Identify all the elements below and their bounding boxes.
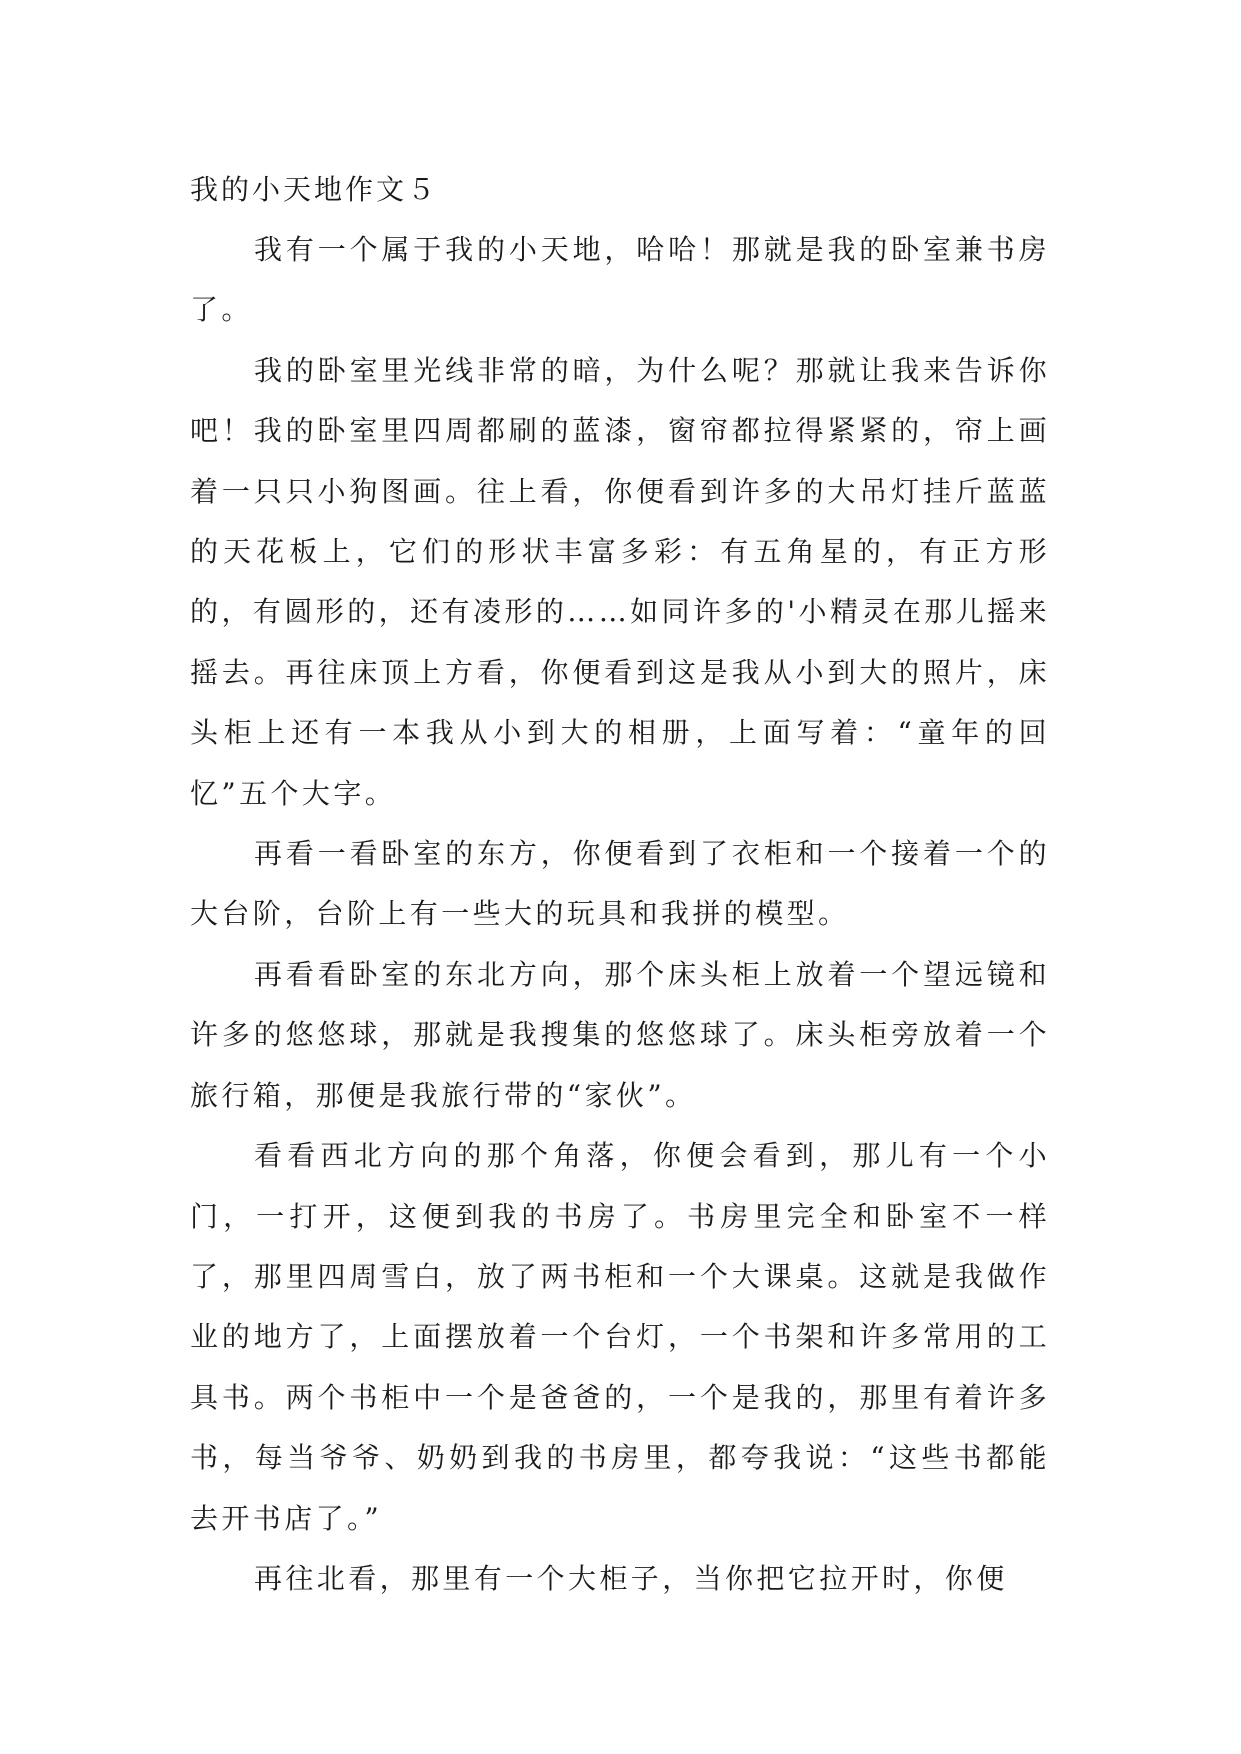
paragraph-1: 我有一个属于我的小天地，哈哈！那就是我的卧室兼书房了。 (190, 233, 1050, 327)
paragraph-4: 再看看卧室的东北方向，那个床头柜上放着一个望远镜和许多的悠悠球，那就是我搜集的悠悠球了。床头柜旁放着一个旅行箱，那便是我旅行带的“家伙”。 (190, 957, 1050, 1112)
paragraph-6: 再往北看，那里有一个大柜子，当你把它拉开时，你便 (254, 1561, 1008, 1595)
paragraph-5: 看看西北方向的那个角落，你便会看到，那儿有一个小门，一打开，这便到我的书房了。书房里完全和卧室不一样了，那里四周雪白，放了两书柜和一个大课桌。这就是我做作业的地方了，上面摆放着一个台灯，一个书架和许多常用的工具书。两个书柜中一个是爸爸的，一个是我的，那里有着许多书，每当爷爷、奶奶到我的书房里，都夸我说：“这些书都能去开书店了。” (190, 1139, 1050, 1535)
paragraph-2: 我的卧室里光线非常的暗，为什么呢？那就让我来告诉你吧！我的卧室里四周都刷的蓝漆，窗帘都拉得紧紧的，帘上画着一只只小狗图画。往上看，你便看到许多的大吊灯挂斤蓝蓝的天花板上，它们的形状丰富多彩：有五角星的，有正方形的，有圆形的，还有凌形的……如同许多的'小精灵在那儿摇来摇去。再往床顶上方看，你便看到这是我从小到大的照片，床头柜上还有一本我从小到大的相册，上面写着：“童年的回忆”五个大字。 (190, 353, 1050, 810)
document-title: 我的小天地作文５ (190, 173, 439, 206)
paragraph-3: 再看一看卧室的东方，你便看到了衣柜和一个接着一个的大台阶，台阶上有一些大的玩具和我拼的模型。 (190, 837, 1050, 931)
document-page (190, 160, 1050, 1609)
